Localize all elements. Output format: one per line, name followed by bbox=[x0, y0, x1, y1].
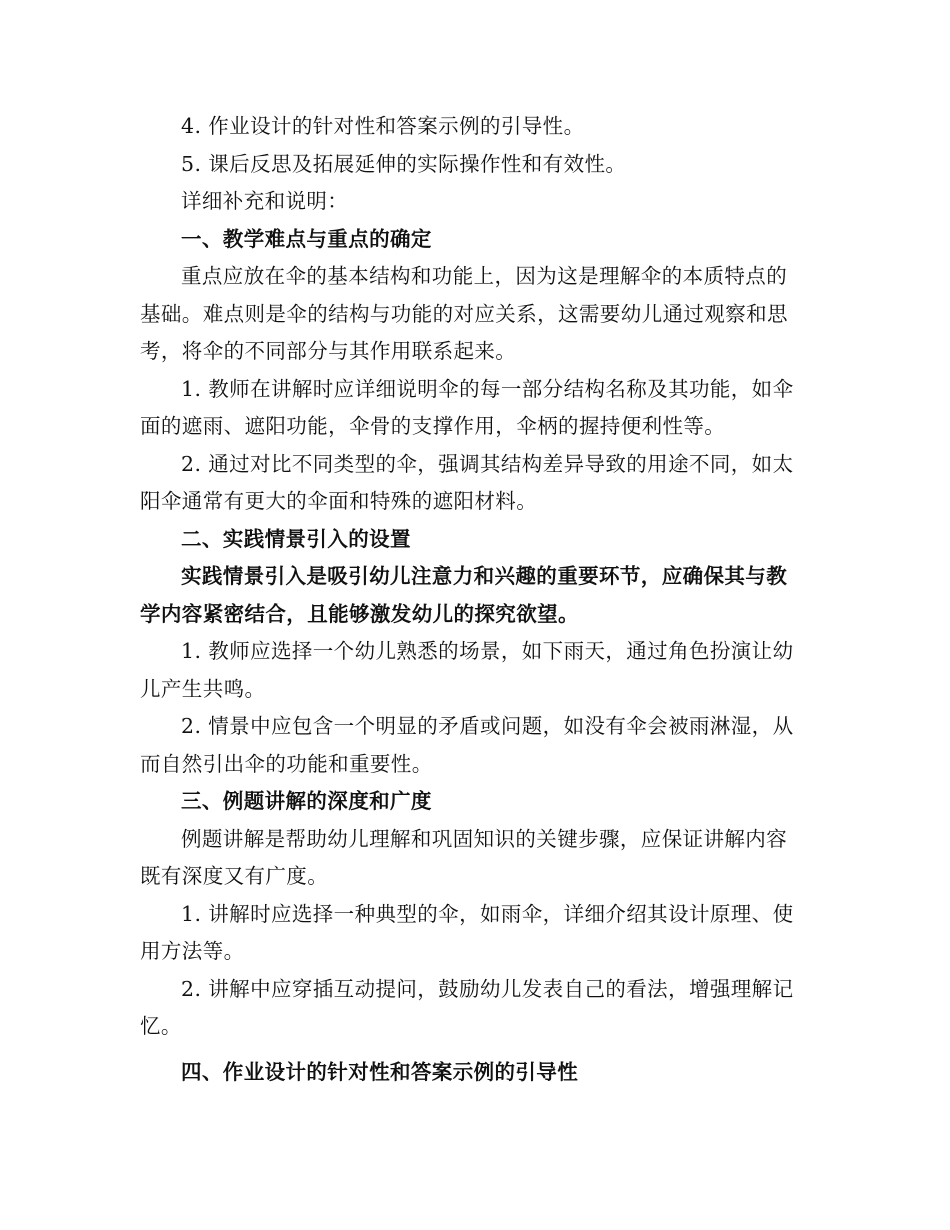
document-body bbox=[140, 108, 805, 1091]
section-3-paragraph: 例题讲解是帮助幼儿理解和巩固知识的关键步骤，应保证讲解内容既有深度又有广度。 bbox=[140, 826, 788, 888]
section-heading-3: 三、例题讲解的深度和广度 bbox=[181, 789, 432, 813]
section-heading-2: 二、实践情景引入的设置 bbox=[181, 526, 411, 551]
section-3-point-2: 2. 讲解中应穿插互动提问，鼓励幼儿发表自己的看法，增强理解记忆。 bbox=[140, 976, 794, 1038]
section-2-point-2: 2. 情景中应包含一个明显的矛盾或问题，如没有伞会被雨淋湿，从而自然引出伞的功能和重要性。 bbox=[140, 714, 794, 776]
section-1-point-1: 1. 教师在讲解时应详细说明伞的每一部分结构名称及其功能，如伞面的遮雨、遮阳功能，伞骨的支撑作用，伞柄的握持便利性等。 bbox=[140, 376, 794, 438]
section-1-point-2: 2. 通过对比不同类型的伞，强调其结构差异导致的用途不同，如太阳伞通常有更大的伞面和特殊的遮阳材料。 bbox=[140, 451, 794, 513]
supplement-intro: 详细补充和说明： bbox=[181, 189, 349, 213]
section-heading-4: 四、作业设计的针对性和答案示例的引导性 bbox=[181, 1059, 579, 1084]
section-3-point-1: 1. 讲解时应选择一种典型的伞，如雨伞，详细介绍其设计原理、使用方法等。 bbox=[140, 901, 794, 963]
section-heading-1: 一、教学难点与重点的确定 bbox=[181, 226, 432, 251]
section-1-paragraph: 重点应放在伞的基本结构和功能上，因为这是理解伞的本质特点的基础。难点则是伞的结构与功能的对应关系，这需要幼儿通过观察和思考，将伞的不同部分与其作用联系起来。 bbox=[140, 264, 788, 363]
list-item-5: 5. 课后反思及拓展延伸的实际操作性和有效性。 bbox=[181, 151, 627, 176]
list-item-4: 4. 作业设计的针对性和答案示例的引导性。 bbox=[181, 114, 585, 138]
section-2-point-1: 1. 教师应选择一个幼儿熟悉的场景，如下雨天，通过角色扮演让幼儿产生共鸣。 bbox=[140, 639, 794, 701]
section-2-bold-paragraph: 实践情景引入是吸引幼儿注意力和兴趣的重要环节，应确保其与教学内容紧密结合，且能够激发幼儿的探究欲望。 bbox=[140, 564, 788, 626]
